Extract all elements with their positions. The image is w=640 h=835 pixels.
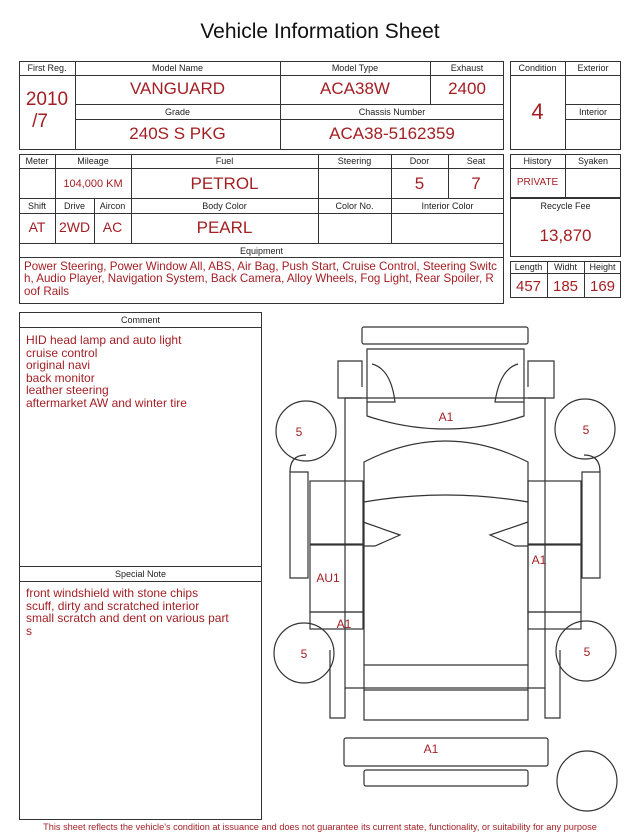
width-value: 185 [552, 278, 579, 295]
special-note-line: s [26, 623, 32, 638]
fuel-value: PETROL [190, 174, 259, 193]
damage-left-side: AU1 [316, 571, 340, 585]
door-label: Door [409, 156, 430, 166]
color-no-label: Color No. [335, 201, 374, 211]
body-color-label: Body Color [202, 201, 247, 211]
length-value: 457 [515, 278, 542, 295]
shift-label: Shift [27, 201, 46, 211]
tire-grade-rear-right: 5 [583, 645, 591, 659]
recycle-fee-label: Recycle Fee [540, 201, 591, 211]
right-rocker-part [528, 612, 581, 629]
footer-disclaimer: This sheet reflects the vehicle's condition at issuance and does not guarantee its current state, functionality, or suitability for any purpose [43, 822, 597, 832]
equipment-label: Equipment [239, 246, 284, 256]
interior-color-label: Interior Color [421, 201, 474, 211]
left-front-fender-part [338, 361, 362, 398]
exterior-label: Exterior [577, 63, 609, 73]
right-front-fender-part [528, 361, 554, 398]
drive-label: Drive [63, 201, 85, 211]
chassis-value: ACA38-5162359 [329, 124, 455, 143]
exhaust-value: 2400 [448, 79, 486, 98]
left-front-door-part [310, 481, 363, 544]
special-note-label: Special Note [114, 569, 167, 579]
comment-line: leather steering [26, 383, 109, 397]
exhaust-label: Exhaust [450, 63, 484, 73]
aircon-label: Aircon [99, 201, 126, 211]
comment-line: original navi [26, 358, 91, 372]
width-label: Widht [553, 262, 577, 272]
special-note-line: front windshield with stone chips [26, 586, 199, 600]
special-note-list [26, 587, 258, 637]
chassis-label: Chassis Number [358, 107, 426, 117]
model-name-label: Model Name [151, 63, 204, 73]
height-label: Height [589, 262, 616, 272]
syaken-label: Syaken [577, 156, 609, 166]
first-reg-year: 2010 [25, 89, 69, 110]
damage-right-side: A1 [531, 553, 547, 567]
spare-tire [557, 751, 617, 811]
damage-left-rear: A1 [336, 617, 352, 631]
history-label: History [523, 156, 552, 166]
special-note-line: scuff, dirty and scratched interior [26, 598, 200, 613]
grade-value: 240S S PKG [129, 124, 226, 143]
height-value: 169 [589, 278, 616, 295]
shift-value: AT [28, 219, 46, 235]
comment-list [26, 334, 258, 409]
first-reg-label: First Reg. [27, 63, 67, 73]
aircon-value: AC [102, 219, 123, 235]
model-type-label: Model Type [331, 63, 379, 73]
body-color-value: PEARL [196, 218, 253, 237]
interior-label: Interior [578, 107, 607, 117]
door-value: 5 [414, 174, 425, 193]
tire-grade-front-right: 5 [582, 423, 590, 437]
tire-front-left [276, 401, 336, 461]
comment-line: HID head lamp and auto light [26, 333, 182, 347]
model-type-value: ACA38W [320, 79, 390, 98]
comment-line: back monitor [26, 370, 95, 385]
tire-grade-front-left: 5 [295, 425, 303, 439]
steering-label: Steering [337, 156, 372, 166]
front-bumper-part [362, 327, 528, 344]
left-rear-quarter-part [330, 650, 345, 718]
mileage-value: 104,000 KM [63, 178, 123, 190]
seat-value: 7 [471, 174, 481, 193]
car-damage-diagram [262, 318, 632, 830]
history-value: PRIVATE [516, 177, 559, 188]
right-front-door-part [528, 481, 581, 544]
seat-label: Seat [466, 156, 486, 166]
windshield-part [364, 441, 528, 502]
tire-grade-rear-left: 5 [300, 647, 308, 661]
equipment-text: Power Steering, Power Window All, ABS, Air Bag, Push Start, Cruise Control, Steering Switch, Audio Player, Navigation System, Back Camera, Alloy Wheels, Fog Light, Rear Spoiler, Roof Rails [24, 260, 497, 298]
model-name-value: VANGUARD [129, 79, 226, 98]
first-reg-month: /7 [32, 111, 48, 132]
damage-front-hood: A1 [438, 410, 454, 424]
rear-window-part [364, 665, 528, 690]
condition-value: 4 [531, 99, 544, 124]
mileage-label: Mileage [77, 156, 109, 166]
length-label: Length [514, 262, 543, 272]
special-note-line: small scratch and dent on various part [26, 611, 229, 625]
damage-rear: A1 [423, 742, 439, 756]
comment-line: cruise control [26, 345, 98, 360]
meter-label: Meter [25, 156, 49, 166]
comment-label: Comment [120, 315, 160, 325]
grade-label: Grade [164, 107, 190, 117]
fuel-label: Fuel [215, 156, 234, 166]
drive-value: 2WD [58, 219, 91, 235]
condition-label: Condition [518, 63, 557, 73]
rear-bumper-part [344, 738, 548, 766]
comment-line: aftermarket AW and winter tire [26, 395, 187, 410]
recycle-fee-value: 13,870 [539, 226, 592, 245]
page-title: Vehicle Information Sheet [200, 20, 440, 43]
